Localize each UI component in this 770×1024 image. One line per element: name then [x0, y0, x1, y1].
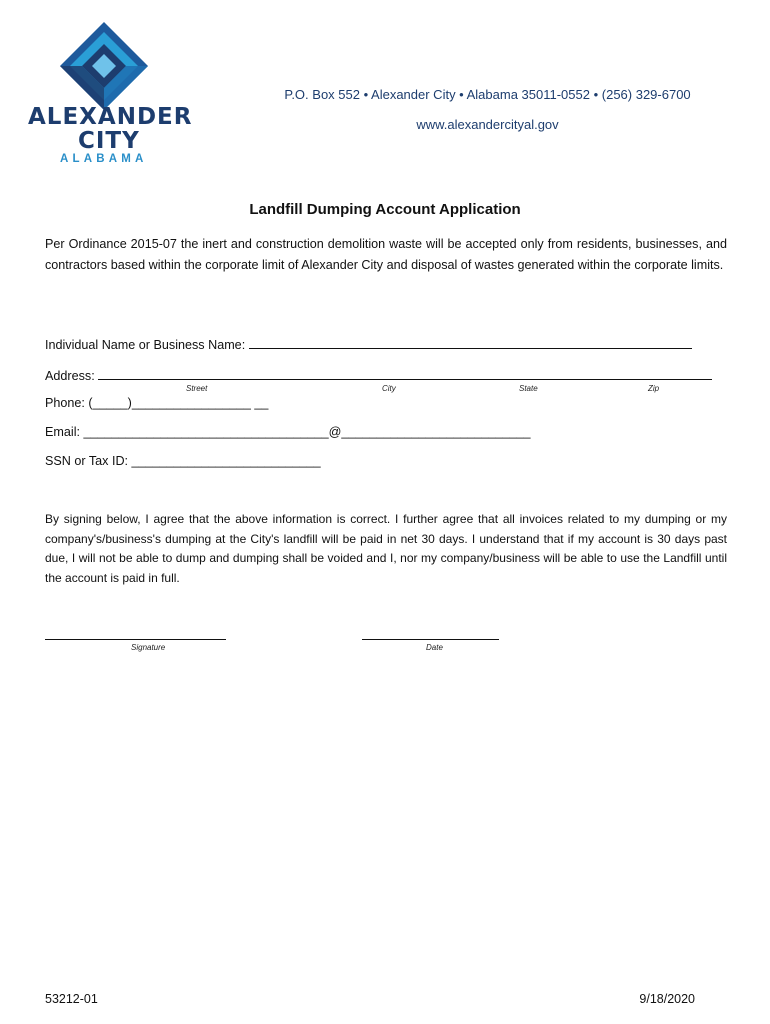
- address-line[interactable]: [98, 367, 712, 380]
- address-field[interactable]: [45, 367, 712, 383]
- name-line[interactable]: [249, 336, 692, 349]
- agreement-paragraph: By signing below, I agree that the above information is correct. I further agree that all invoices related to my dumping or my company's/business's dumping at the City's landfill will be paid in net 30 days. I understand that if my account is 30 days past due, I will not be able to dump and dumping shall be voided and I, nor my company/business will be able to use the Landfill until the account is paid in full.: [45, 512, 727, 585]
- signature-caption: Signature: [131, 643, 166, 652]
- name-label: Individual Name or Business Name:: [45, 338, 246, 352]
- ssn-field[interactable]: SSN or Tax ID: ___________________________: [45, 454, 321, 468]
- document-title: Landfill Dumping Account Application: [249, 201, 521, 218]
- signature-line[interactable]: [45, 638, 226, 640]
- date-line[interactable]: [362, 638, 499, 640]
- logo-word-city: CITY: [78, 128, 140, 154]
- contact-line: P.O. Box 552 • Alexander City • Alabama 35011-0552 • (256) 329-6700: [284, 87, 691, 102]
- name-field[interactable]: [45, 336, 692, 352]
- date-caption: Date: [426, 643, 443, 652]
- zip-caption: Zip: [648, 384, 660, 393]
- phone-field[interactable]: Phone: (_____)_________________ __: [45, 396, 269, 410]
- revision-date: 9/18/2020: [639, 992, 695, 1006]
- logo-word-alexander: ALEXANDER: [28, 104, 193, 130]
- website-link[interactable]: www.alexandercityal.gov: [416, 117, 559, 132]
- logo-word-alabama: ALABAMA: [60, 153, 148, 165]
- address-label: Address:: [45, 369, 95, 383]
- email-field[interactable]: Email: ___________________________________@___________________________: [45, 425, 531, 439]
- form-number: 53212-01: [45, 992, 98, 1006]
- state-caption: State: [519, 384, 538, 393]
- street-caption: Street: [186, 384, 208, 393]
- diamond-logo-icon: [24, 20, 184, 110]
- intro-paragraph: Per Ordinance 2015-07 the inert and construction demolition waste will be accepted only from residents, businesses, and contractors based within the corporate limit of Alexander City and disposal of wastes generated within the corporate limits.: [45, 237, 727, 272]
- city-caption: City: [382, 384, 396, 393]
